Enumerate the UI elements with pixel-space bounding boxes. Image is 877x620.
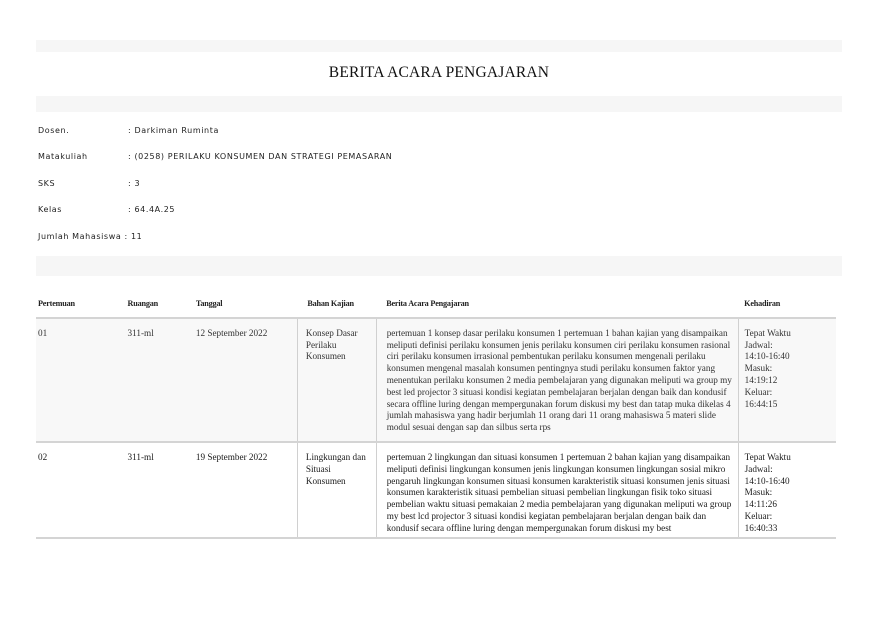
col-header-berita-acara: Berita Acara Pengajaran [376,292,738,318]
kehadiran-masuk: 14:11:26 [744,499,777,510]
info-value: : 64.4A.25 [128,205,176,214]
cell-berita-acara: pertemuan 2 lingkungan dan situasi konsumen 1 pertemuan 2 bahan kajian yang disampaikan meliputi definisi lingkungan konsumen jenis lingkungan konsumen lingkungan sosial mikro pengaruh lingkungan konsumen situasi konsumen karakteristik situasi konsumen jenis situasi konsumen karakteristik situasi pembelian situasi pembelian lingkungan fisik toko situasi pembelian waktu situasi pemakaian 2 media pembelajaran yang digunakan meliputi wa group my best lcd projector 3 situasi kondisi kegiatan pembelajaran berjalan dengan baik dan kondusif secara offline luring dengan mempergunakan forum diskusi my best [376,442,738,538]
info-sks [38,179,140,188]
table-row [36,442,836,538]
header-band-bottom [36,256,842,276]
cell-bahan-kajian: Lingkungan dan Situasi Konsumen [297,442,376,538]
info-jumlah-mahasiswa [38,232,142,241]
kehadiran-masuk: 14:19:12 [744,374,778,385]
kehadiran-jadwal-label: Jadwal: [744,463,773,474]
info-label: Jumlah Mahasiswa [38,232,122,241]
kehadiran-keluar: 16:44:15 [744,398,778,409]
kehadiran-masuk-label: Masuk: [744,487,773,498]
kehadiran-status: Tepat Waktu [744,451,791,462]
info-value: : 11 [124,232,143,241]
info-dosen [38,126,219,135]
info-label: Matakuliah [38,152,88,161]
info-value: : 3 [128,179,141,188]
cell-ruangan: 311-ml [126,442,194,538]
cell-ruangan: 311-ml [126,318,194,442]
cell-berita-acara: pertemuan 1 konsep dasar perilaku konsumen 1 pertemuan 1 bahan kajian yang disampaikan meliputi definisi perilaku konsumen jenis perilaku konsumen ciri perilaku konsumen rasional ciri perilaku konsumen irrasional pembentukan perilaku konsumen mengenali perilaku konsumen mengenal masalah konsumen pentingnya studi perilaku konsumen faktor yang menentukan perilaku konsumen 2 media pembelajaran yang digunakan meliputi wa group my best led projector 3 situasi kondisi kegiatan pembelajaran berjalan dengan baik dan kondusif secara offline luring dengan mempergunakan forum diskusi my best dan tatap muka dikelas 4 jumlah mahasiswa yang hadir berjumlah 11 orang dari 11 orang mahasiswa 5 materi slide modul sesuai dengan sap dan silbus serta rps [376,318,738,442]
cell-kehadiran [738,442,836,538]
kehadiran-masuk-label: Masuk: [744,363,773,374]
kehadiran-status: Tepat Waktu [744,327,791,338]
cell-tanggal: 12 September 2022 [194,318,297,442]
col-header-tanggal: Tanggal [194,292,297,318]
kehadiran-keluar: 16:40:33 [744,522,778,533]
col-header-bahan-kajian: Bahan Kajian [297,292,376,318]
info-label: Dosen. [38,126,70,135]
kehadiran-jadwal: 14:10-16:40 [744,351,790,362]
col-header-kehadiran: Kehadiran [738,292,836,318]
info-value: : Darkiman Ruminta [128,126,219,135]
info-label: Kelas [38,205,63,214]
info-label: SKS [38,179,56,188]
kehadiran-jadwal: 14:10-16:40 [744,475,790,486]
header-band-mid [36,96,842,112]
cell-pertemuan: 01 [36,318,126,442]
cell-tanggal: 19 September 2022 [194,442,297,538]
info-matakuliah [38,152,392,161]
kehadiran-keluar-label: Keluar: [744,510,773,521]
info-value: : (0258) PERILAKU KONSUMEN DAN STRATEGI PEMASARAN [128,152,393,161]
col-header-pertemuan: Pertemuan [36,292,126,318]
kehadiran-keluar-label: Keluar: [744,386,773,397]
cell-kehadiran [738,318,836,442]
info-kelas [38,205,175,214]
header-band-top [36,40,842,52]
page-title: BERITA ACARA PENGAJARAN [328,64,550,81]
cell-pertemuan: 02 [36,442,126,538]
berita-acara-table [36,292,836,539]
kehadiran-jadwal-label: Jadwal: [744,339,773,350]
table-header-row [36,292,836,318]
table-row [36,318,836,442]
cell-bahan-kajian: Konsep Dasar Perilaku Konsumen [297,318,376,442]
col-header-ruangan: Ruangan [126,292,194,318]
